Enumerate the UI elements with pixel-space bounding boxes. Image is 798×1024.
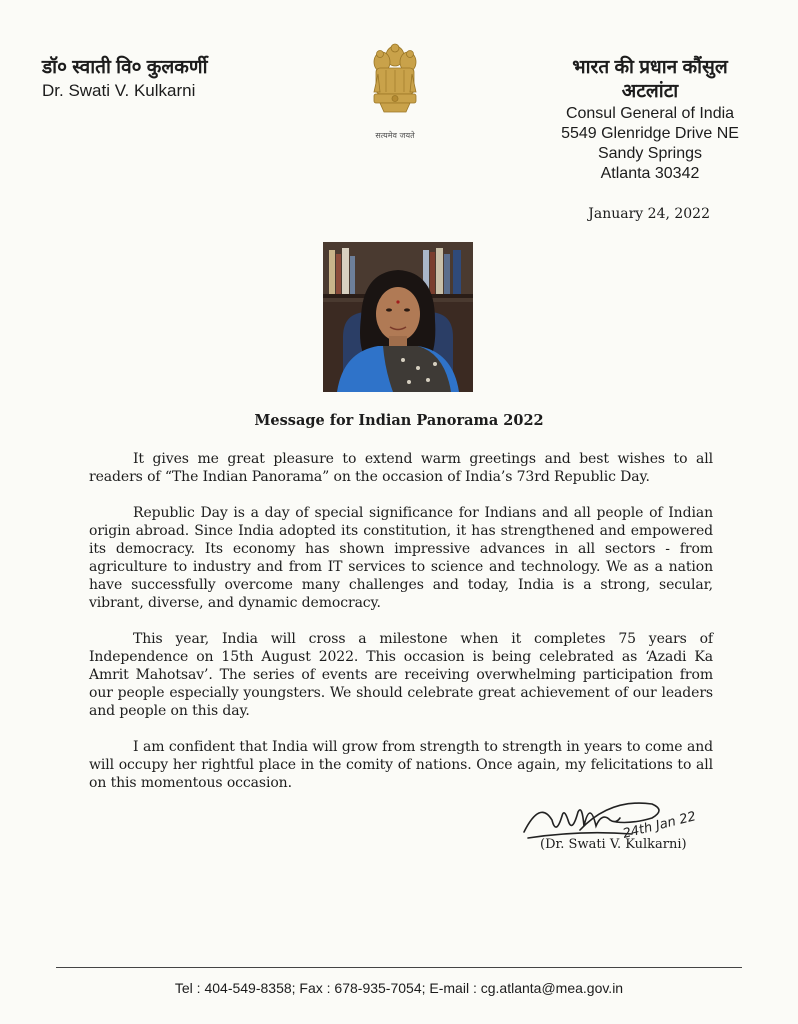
footer-divider [56, 967, 742, 968]
emblem-motto: सत्यमेव जयते [375, 131, 415, 140]
sender-name-english: Dr. Swati V. Kulkarni [42, 81, 196, 100]
office-address-line3: Atlanta 30342 [600, 165, 700, 182]
signatory-name: (Dr. Swati V. Kulkarni) [540, 837, 687, 852]
message-body [89, 450, 713, 810]
paragraph: I am confident that India will grow from strength to strength in years to come and will occupy her rightful place in the comity of nations. Once again, my felicitations to all on this momentous occasion. [89, 739, 713, 791]
paragraph: This year, India will cross a milestone when it completes 75 years of Independence on 15th August 2022. This occasion is being celebrated as ‘Azadi Ka Amrit Mahotsav’. The series of events are receiving overwhelming participation from our people especially youngsters. We should celebrate great achievement of our leaders and people on this day. [89, 631, 713, 719]
letter-date: January 24, 2022 [588, 206, 710, 222]
office-city-hindi: अटलांटा [621, 81, 679, 102]
paragraph: It gives me great pleasure to extend warm greetings and best wishes to all readers of “The Indian Panorama” on the occasion of India’s 73rd Republic Day. [89, 451, 713, 485]
message-title: Message for Indian Panorama 2022 [254, 412, 544, 429]
national-emblem-icon [366, 40, 424, 148]
sender-block [42, 56, 208, 102]
signature-date: 24th Jan 22 [621, 809, 698, 842]
sender-name-hindi: डॉ० स्वाती वि० कुलकर्णी [42, 57, 208, 78]
office-address-line1: 5549 Glenridge Drive NE [561, 125, 739, 142]
paragraph: Republic Day is a day of special significance for Indians and all people of Indian origin abroad. Since India adopted its constitution, it has strengthened and empowered its democracy. Its economy has shown impressive advances in all sectors - from agriculture to industry and from IT services to science and technology. We as a nation have successfully overcome many challenges and today, India is a strong, secular, vibrant, diverse, and dynamic democracy. [89, 505, 713, 611]
footer-contact: Tel : 404-549-8358; Fax : 678-935-7054; E-mail : cg.atlanta@mea.gov.in [174, 980, 624, 996]
portrait-photo [323, 242, 473, 392]
office-block [540, 56, 760, 184]
office-title-hindi: भारत की प्रधान कौंसुल [572, 57, 728, 78]
office-address-line2: Sandy Springs [597, 145, 703, 162]
office-title-english: Consul General of India [565, 105, 735, 122]
